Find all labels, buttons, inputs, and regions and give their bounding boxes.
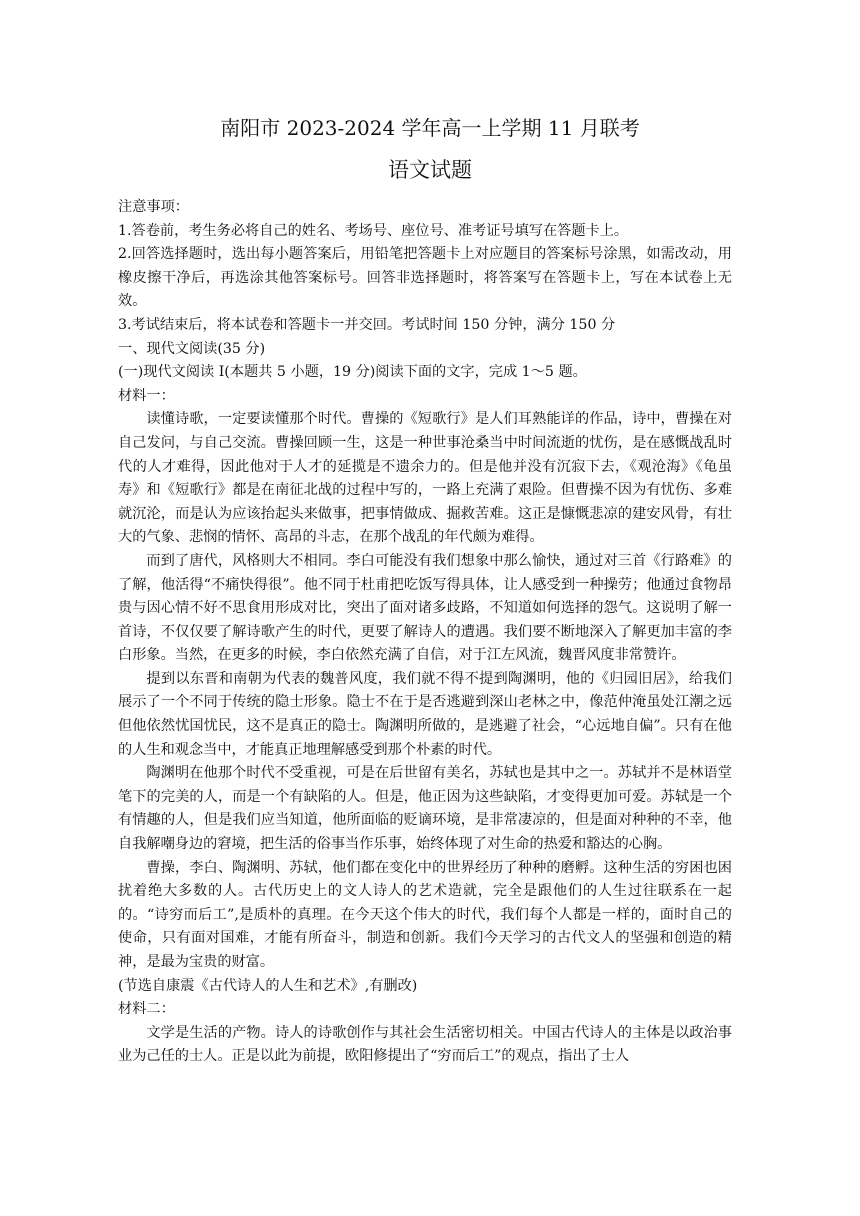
page-title: 南阳市 2023-2024 学年高一上学期 11 月联考 — [220, 116, 640, 140]
section-heading: 一、现代文阅读(35 分) — [118, 340, 266, 357]
material-1-paragraph: 读懂诗歌，一定要读懂那个时代。曹操的《短歌行》是人们耳熟能详的作品，诗中，曹操在对自己发问，与自己交流。曹操回顾一生，这是一种世事沧桑当中时间流逝的忧伤，是在感慨战乱时代的人才难得，因此他对于人才的延揽是不遗余力的。但是他并没有沉寂下去，《观沧海》《龟虽寿》和《短歌行》都是在南征北战的过程中写的，一路上充满了艰险。但曹操不因为有忧伤、多难就沉沦，而是认为应该抬起头来做事，把事情做成、掘救苦难。这正是慷慨悲凉的建安风骨，有壮大的气象、悲悯的情怀、高昂的斗志，在那个战乱的年代颇为难得。 — [118, 411, 732, 546]
material-1-source: (节选自康震《古代诗人的人生和艺术》,有删改) — [118, 977, 418, 994]
page-subtitle: 语文试题 — [388, 158, 472, 182]
material-2-paragraph: 文学是生活的产物。诗人的诗歌创作与其社会生活密切相关。中国古代诗人的主体是以政治事业为己任的士人。正是以此为前提，欧阳修提出了“穷而后工”的观点，指出了士人 — [118, 1024, 732, 1065]
material-1-paragraph: 曹操，李白、陶渊明、苏轼，他们都在变化中的世界经历了种种的磨孵。这种生活的穷困也困扰着绝大多数的人。古代历史上的文人诗人的艺术造就，完全是跟他们的人生过往联系在一起的。“诗穷而后工”,是质朴的真理。在今天这个伟大的时代，我们每个人都是一样的，面时自己的使命，只有面对国难，才能有所奋斗，制造和创新。我们今天学习的古代文人的坚强和创造的精神，是最为宝贵的财富。 — [118, 859, 732, 970]
exam-content — [118, 196, 732, 1069]
notice-item-1: 1.答卷前，考生务必将自己的姓名、考场号、座位号、准考证号填写在答题卡上。 — [118, 222, 629, 239]
section-subheading: (一)现代文阅读 I(本题共 5 小题，19 分)阅读下面的文字，完成 1～5 题。 — [118, 364, 587, 381]
material-2-label: 材料二： — [118, 1001, 175, 1018]
notice-item-3: 3.考试结束后，将本试卷和答题卡一并交回。考试时间 150 分钟，满分 150 分 — [118, 316, 616, 333]
material-1-paragraph: 陶渊明在他那个时代不受重视，可是在后世留有美名，苏轼也是其中之一。苏轼并不是林语堂笔下的完美的人，而是一个有缺陷的人。但是，他正因为这些缺陷，才变得更加可爱。苏轼是一个有情趣的人，但是我们应当知道，他所面临的贬谪环境，是非常凄凉的，但是面对种种的不幸，他自我解嘲身边的窘境，把生活的俗事当作乐事，始终体现了对生命的热爱和豁达的心胸。 — [118, 765, 732, 853]
notice-item-2: 2.回答选择题时，选出每小题答案后，用铅笔把答题卡上对应题目的答案标号涂黑，如需改动，用橡皮擦干净后，再选涂其他答案标号。回答非选择题时，将答案写在答题卡上，写在本试卷上无效。 — [118, 246, 732, 310]
material-1-label: 材料一： — [118, 387, 175, 404]
material-1-paragraph: 提到以东晋和南朝为代表的魏普风度，我们就不得不提到陶渊明，他的《归园旧居》，给我们展示了一个不同于传统的隐士形象。隐士不在于是否逃避到深山老林之中，像范仲淹虽处江潮之远但他依然忧国忧民，这不是真正的隐士。陶渊明所做的，是逃避了社会，“心远地自偏”。只有在他的人生和观念当中，才能真正地理解感受到那个朴素的时代。 — [118, 670, 732, 758]
material-1-paragraph: 而到了唐代，风格则大不相同。李白可能没有我们想象中那么愉快，通过对三首《行路难》的了解，他活得“不痛快得很”。他不同于杜甫把吃饭写得具体，让人感受到一种操劳；他通过食物昂贵与因心情不好不思食用形成对比，突出了面对诸多歧路，不知道如何选择的怨气。这说明了解一首诗，不仅仅要了解诗歌产生的时代，更要了解诗人的遭遇。我们要不断地深入了解更加丰富的李白形象。当然，在更多的时候，李白依然充满了自信，对于江左风流，魏晋风度非常赞许。 — [118, 552, 732, 664]
notice-heading: 注意事项： — [118, 199, 189, 215]
